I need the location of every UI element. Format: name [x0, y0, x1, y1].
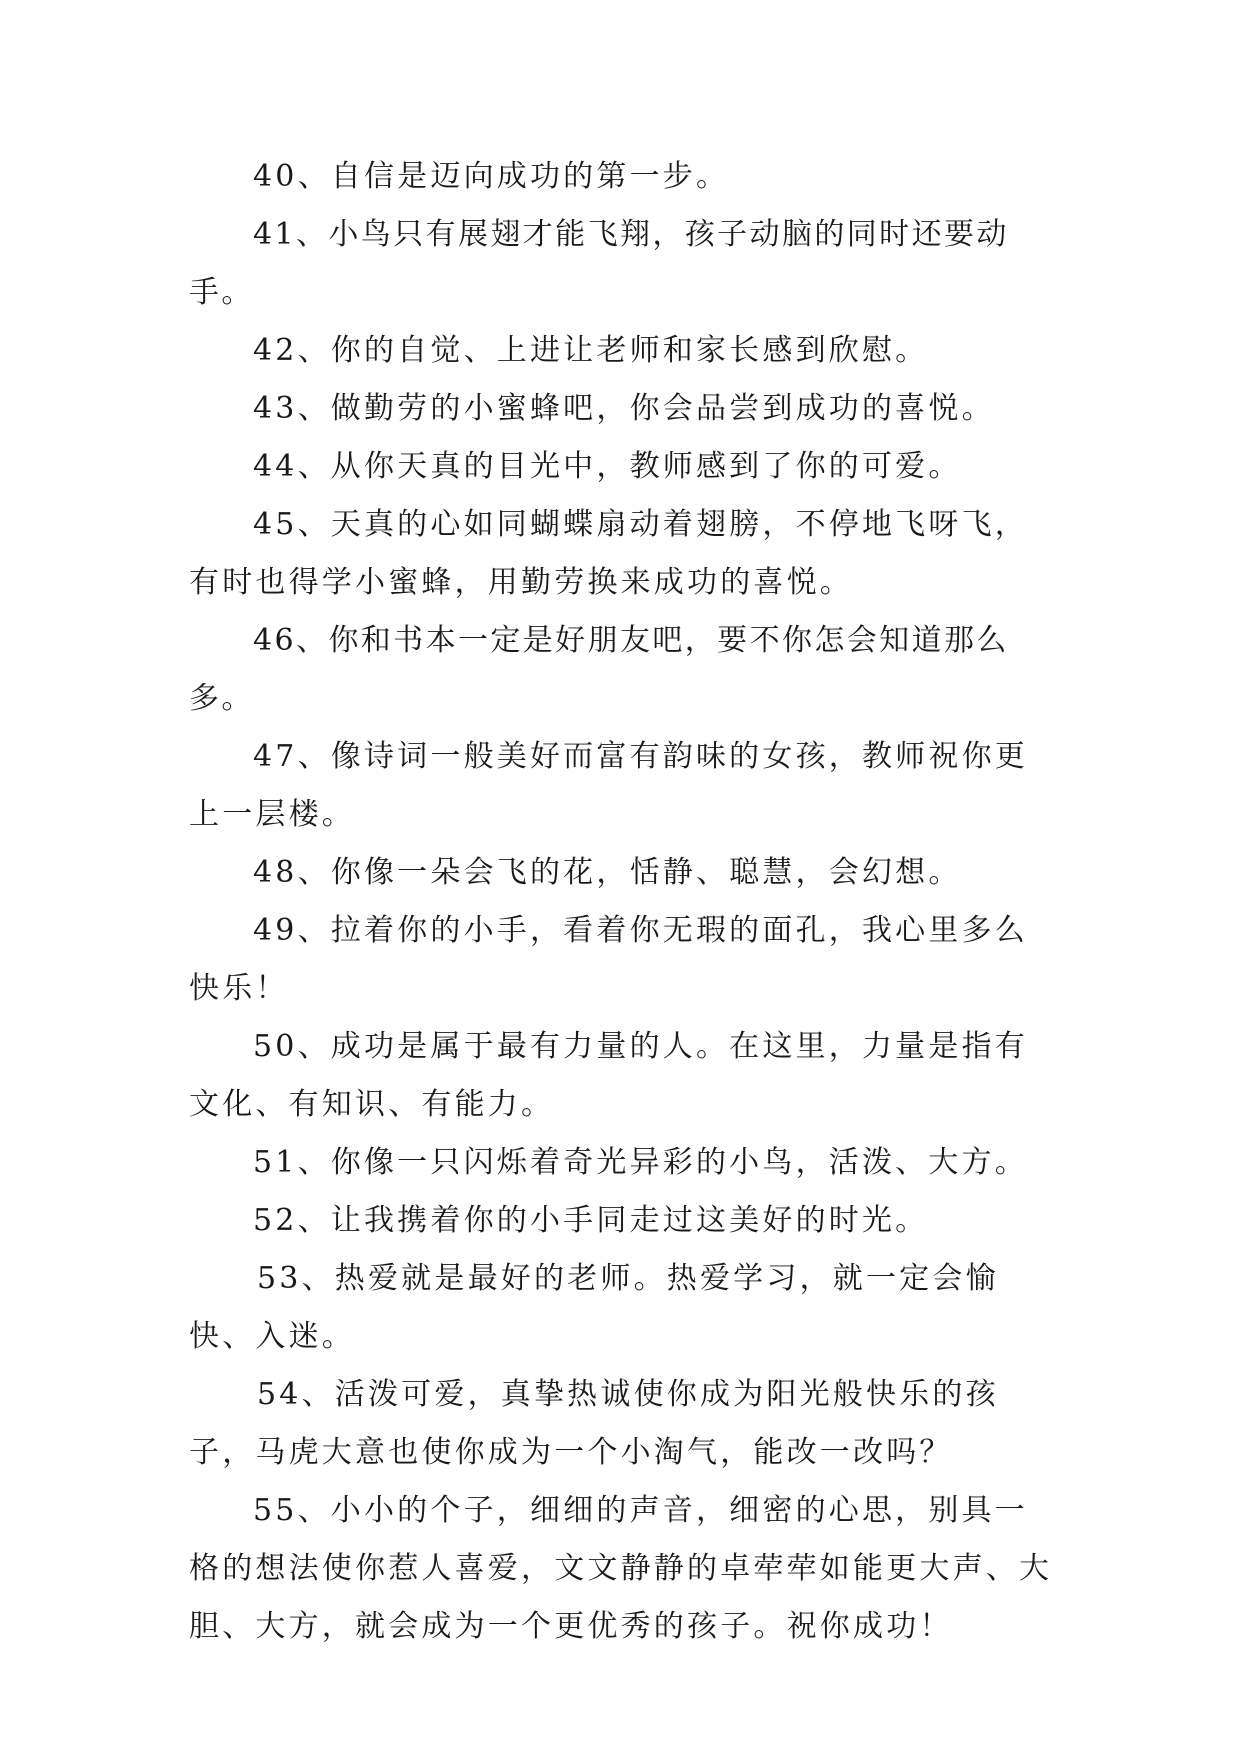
paragraph-50: 50、成功是属于最有力量的人。在这里，力量是指有文化、有知识、有能力。	[189, 1029, 1028, 1122]
paragraph-55: 55、小小的个子，细细的声音，细密的心思，别具一格的想法使你惹人喜爱，文文静静的卓荦荦如能更大声、大胆、大方，就会成为一个更优秀的孩子。祝你成功！	[189, 1493, 1053, 1644]
paragraph-49: 49、拉着你的小手，看着你无瑕的面孔，我心里多么快乐！	[189, 913, 1028, 1006]
paragraph-53: 53、热爱就是最好的老师。热爱学习，就一定会愉快、入迷。	[189, 1261, 999, 1354]
paragraph-41: 41、小鸟只有展翅才能飞翔，孩子动脑的同时还要动手。	[189, 217, 1009, 310]
paragraph-40: 40、自信是迈向成功的第一步。	[253, 159, 730, 194]
paragraph-42: 42、你的自觉、上进让老师和家长感到欣慰。	[253, 333, 929, 368]
paragraph-48: 48、你像一朵会飞的花，恬静、聪慧，会幻想。	[253, 855, 962, 890]
paragraph-46: 46、你和书本一定是好朋友吧，要不你怎会知道那么多。	[189, 623, 1009, 716]
paragraph-54: 54、活泼可爱，真挚热诚使你成为阳光般快乐的孩子，马虎大意也使你成为一个小淘气，能改一改吗？	[189, 1377, 999, 1470]
paragraph-47: 47、像诗词一般美好而富有韵味的女孩，教师祝你更上一层楼。	[189, 739, 1028, 832]
paragraph-45: 45、天真的心如同蝴蝶扇动着翅膀，不停地飞呀飞，有时也得学小蜜蜂，用勤劳换来成功的喜悦。	[189, 507, 1028, 600]
paragraph-44: 44、从你天真的目光中，教师感到了你的可爱。	[253, 449, 962, 484]
paragraph-52: 52、让我携着你的小手同走过这美好的时光。	[253, 1203, 929, 1238]
paragraph-43: 43、做勤劳的小蜜蜂吧，你会品尝到成功的喜悦。	[253, 391, 995, 426]
paragraph-51: 51、你像一只闪烁着奇光异彩的小鸟，活泼、大方。	[253, 1145, 1028, 1180]
